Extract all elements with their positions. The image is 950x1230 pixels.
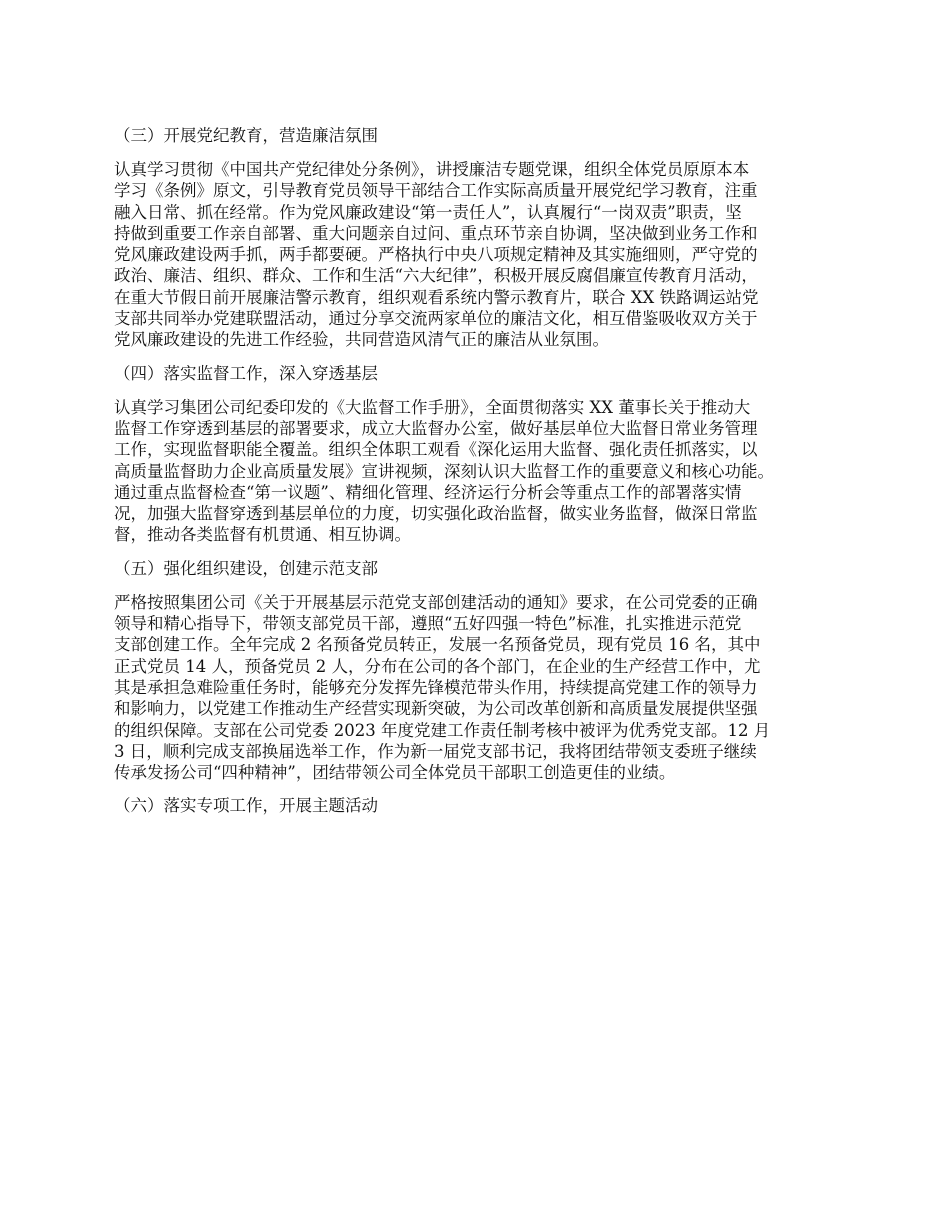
paragraph-line: 高质量监督助力企业高质量发展》宣讲视频，深刻认识大监督工作的重要意义和核心功能。 [114,461,774,481]
section-paragraph [114,397,854,546]
paragraph-line: 况，加强大监督穿透到基层单位的力度，切实强化政治监督，做实业务监督，做深日常监 [114,504,758,524]
paragraph-line: 领导和精心指导下，带领支部党员干部，遵照“五好四强一特色”标准，扎实推进示范党 [114,614,742,634]
section-paragraph [114,592,854,784]
paragraph-line: 融入日常、抓在经常。作为党风廉政建设“第一责任人”，认真履行“一岗双责”职责，坚 [114,202,742,222]
paragraph-line: 3 日，顺利完成支部换届选举工作，作为新一届党支部书记，我将团结带领支委班子继续 [114,741,757,761]
paragraph-line: 工作，实现监督职能全覆盖。组织全体职工观看《深化运用大监督、强化责任抓落实，以 [114,440,758,460]
paragraph-line: 支部共同举办党建联盟活动，通过分享交流两家单位的廉洁文化，相互借鉴吸收双方关于 [114,309,758,329]
section-heading: （四）落实监督工作，深入穿透基层 [114,363,378,383]
paragraph-line: 在重大节假日前开展廉洁警示教育，组织观看系统内警示教育片，联合 XX 铁路调运站党 [114,287,759,307]
section-heading: （六）落实专项工作，开展主题活动 [114,796,378,816]
paragraph-line: 支部创建工作。全年完成 2 名预备党员转正，发展一名预备党员，现有党员 16 名，其中 [114,635,761,655]
paragraph-line: 学习《条例》原文，引导教育党员领导干部结合工作实际高质量开展党纪学习教育，注重 [114,181,758,201]
paragraph-line: 监督工作穿透到基层的部署要求，成立大监督办公室，做好基层单位大监督日常业务管理 [114,418,758,438]
paragraph-line: 严格按照集团公司《关于开展基层示范党支部创建活动的通知》要求，在公司党委的正确 [114,592,758,612]
paragraph-line: 认真学习贯彻《中国共产党纪律处分条例》，讲授廉洁专题党课，组织全体党员原原本本 [114,160,750,179]
paragraph-line: 党风廉政建设两手抓，两手都要硬。严格执行中央八项规定精神及其实施细则，严守党的 [114,245,758,265]
section-paragraph [114,159,854,351]
paragraph-line: 的组织保障。支部在公司党委 2023 年度党建工作责任制考核中被评为优秀党支部。12 月 [114,720,771,740]
document-page [114,125,854,829]
paragraph-line: 正式党员 14 人，预备党员 2 人，分布在公司的各个部门，在企业的生产经营工作中，尤 [114,656,761,676]
paragraph-line: 和影响力，以党建工作推动生产经营实现新突破，为公司改革创新和高质量发展提供坚强 [114,699,758,719]
paragraph-line: 党风廉政建设的先进工作经验，共同营造风清气正的廉洁从业氛围。 [114,330,609,350]
section-heading: （三）开展党纪教育，营造廉洁氛围 [114,126,378,145]
paragraph-line: 持做到重要工作亲自部署、重大问题亲自过问、重点环节亲自协调，坚决做到业务工作和 [114,223,758,243]
paragraph-line: 通过重点监督检查“第一议题”、精细化管理、经济运行分析会等重点工作的部署落实情 [114,482,742,502]
paragraph-line: 认真学习集团公司纪委印发的《大监督工作手册》，全面贯彻落实 XX 董事长关于推动大 [114,397,751,417]
paragraph-line: 传承发扬公司“四种精神”，团结带领公司全体党员干部职工创造更佳的业绩。 [114,763,676,783]
paragraph-line: 政治、廉洁、组织、群众、工作和生活“六大纪律”，积极开展反腐倡廉宣传教育月活动， [114,266,758,286]
paragraph-line: 督，推动各类监督有机贯通、相互协调。 [114,525,411,545]
paragraph-line: 其是承担急难险重任务时，能够充分发挥先锋模范带头作用，持续提高党建工作的领导力 [114,677,758,697]
section-heading: （五）强化组织建设，创建示范支部 [114,558,378,578]
